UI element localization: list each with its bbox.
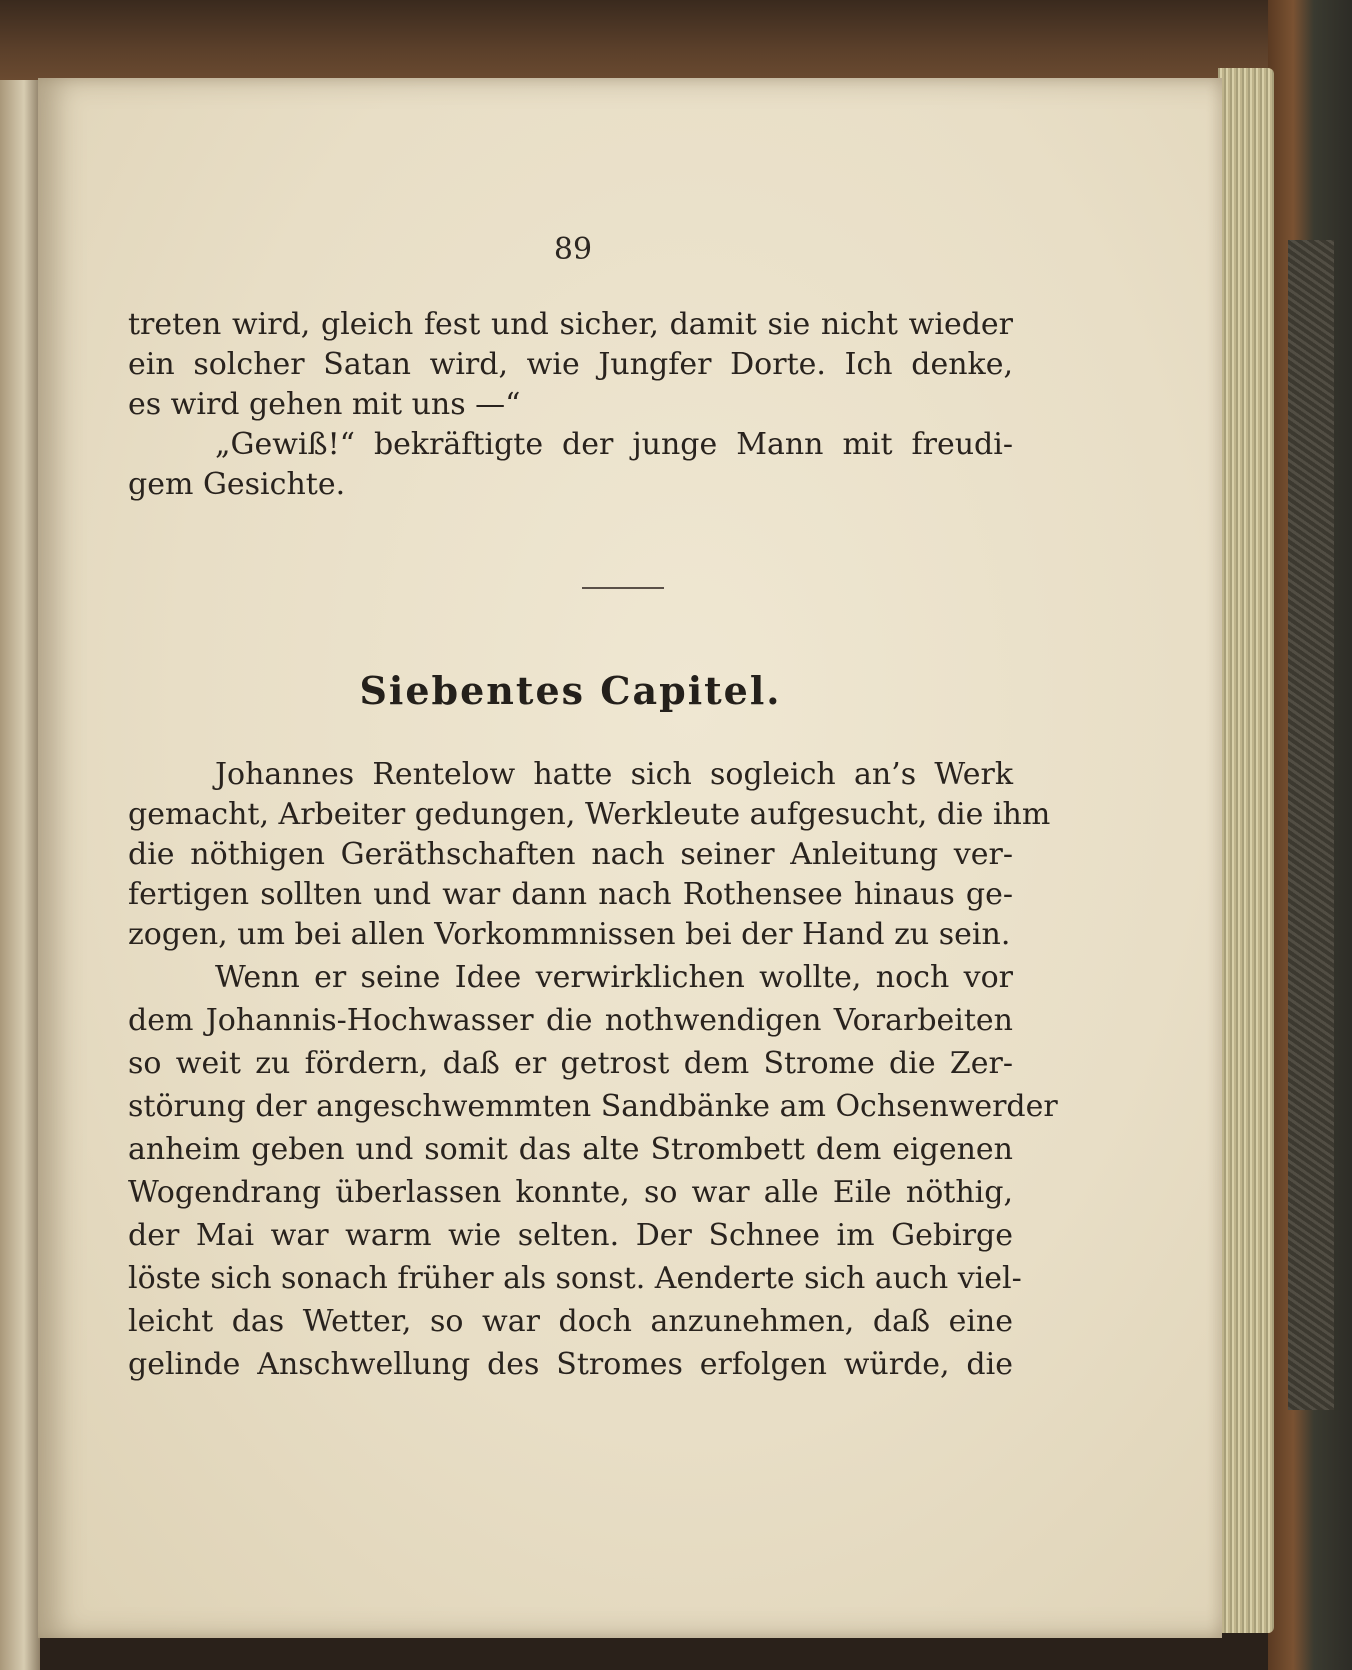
text-line: gelinde Anschwellung des Stromes erfolgen würde, die — [128, 1347, 1013, 1382]
facing-page-edge — [0, 80, 40, 1670]
text-line: der Mai war warm wie selten. Der Schnee im Gebirge — [128, 1218, 1013, 1253]
text-line: treten wird, gleich fest und sicher, damit sie nicht wieder — [128, 307, 1013, 342]
text-line: zogen, um bei allen Vorkommnissen bei der Hand zu sein. — [128, 917, 1011, 952]
text-line: die nöthigen Geräthschaften nach seiner Anleitung ver- — [128, 837, 1013, 872]
text-line: Wenn er seine Idee verwirklichen wollte, noch vor — [215, 960, 1013, 995]
text-line: leicht das Wetter, so war doch anzunehmen, daß eine — [128, 1304, 1013, 1339]
text-line: dem Johannis-Hochwasser die nothwendigen Vorarbeiten — [128, 1003, 1013, 1038]
book-cover-top-edge — [0, 0, 1352, 80]
text-line: anheim geben und somit das alte Strombett dem eigenen — [128, 1132, 1013, 1167]
text-line: störung der angeschwemmten Sandbänke am Ochsenwerder — [128, 1089, 1058, 1124]
chapter-title: Siebentes Capitel. — [359, 668, 782, 713]
text-line: gem Gesichte. — [128, 467, 346, 502]
text-line: gemacht, Arbeiter gedungen, Werkleute aufgesucht, die ihm — [128, 797, 1051, 832]
page-block-edges — [1218, 68, 1274, 1633]
text-line: Wogendrang überlassen konnte, so war alle Eile nöthig, — [128, 1175, 1013, 1210]
marbled-cover-strip — [1288, 240, 1334, 1410]
page-number: 89 — [553, 232, 593, 267]
section-separator-rule — [582, 587, 664, 589]
text-line: Johannes Rentelow hatte sich sogleich an’s Werk — [215, 757, 1013, 792]
text-line: löste sich sonach früher als sonst. Aenderte sich auch viel- — [128, 1261, 1022, 1296]
text-line: es wird gehen mit uns —“ — [128, 387, 521, 422]
text-line: fertigen sollten und war dann nach Rothensee hinaus ge- — [128, 877, 1013, 912]
text-line: so weit zu fördern, daß er getrost dem Strome die Zer- — [128, 1046, 1013, 1081]
text-line: ein solcher Satan wird, wie Jungfer Dorte. Ich denke, — [128, 347, 1013, 382]
text-line: „Gewiß!“ bekräftigte der junge Mann mit freudi- — [215, 427, 1013, 462]
